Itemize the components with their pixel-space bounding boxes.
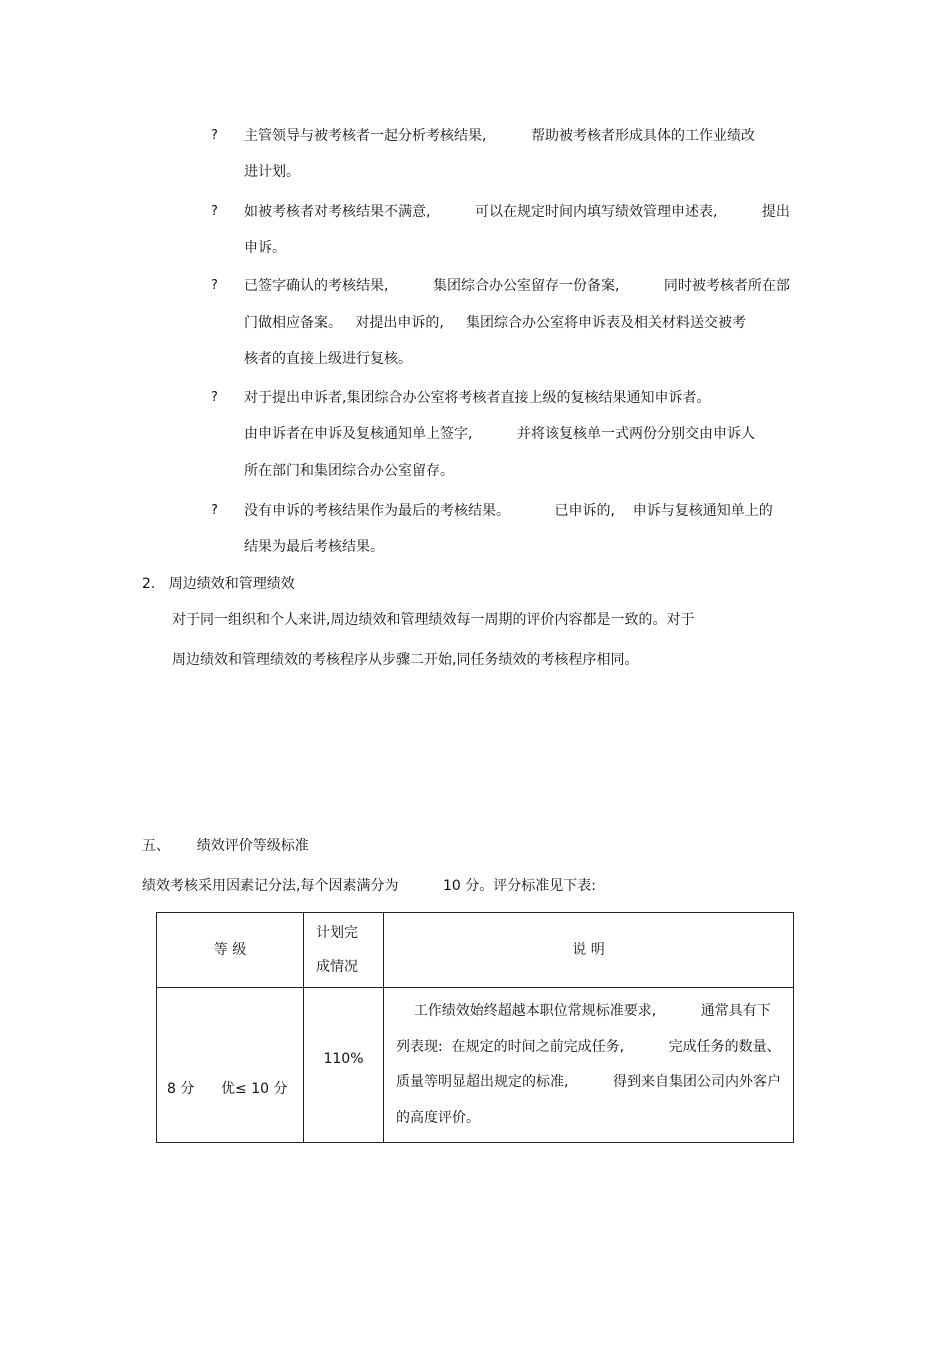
cell-desc — [384, 988, 794, 1143]
bullet-line: 主管领导与被考核者一起分析考核结果, 帮助被考核者形成具体的工作业绩改 — [244, 128, 755, 144]
section-5-intro: 绩效考核采用因素记分法,每个因素满分为 10 分。评分标准见下表: — [142, 878, 596, 894]
bullet-line: 进计划。 — [244, 164, 300, 180]
section-2-paragraph: 周边绩效和管理绩效的考核程序从步骤二开始,同任务绩效的考核程序相同。 — [172, 652, 639, 668]
bullet-line: 已签字确认的考核结果, 集团综合办公室留存一份备案, 同时被考核者所在部 — [244, 278, 790, 294]
bullet-line: 门做相应备案。 对提出申诉的, 集团综合办公室将申诉表及相关材料送交被考 — [244, 315, 747, 331]
cell-plan — [304, 988, 384, 1143]
bullet-line: 对于提出申诉者,集团综合办公室将考核者直接上级的复核结果通知申诉者。 — [244, 390, 711, 406]
bullet-line: 核者的直接上级进行复核。 — [244, 351, 412, 367]
plan-value: 110% — [323, 1051, 364, 1067]
bullet-line: 申诉。 — [244, 240, 286, 256]
desc-value: 工作绩效始终超越本职位常规标准要求, 通常具有下列表现: 在规定的时间之前完成任务, 完成任务的数量、质量等明显超出规定的标准, 得到来自集团公司内外客户的高度评价。 — [396, 1003, 781, 1126]
bullet-line: 由申诉者在申诉及复核通知单上签字, 并将该复核单一式两份分别交由申诉人 — [244, 426, 755, 442]
header-plan-line: 计划完 — [316, 925, 358, 941]
bullet-mark: ? — [211, 390, 218, 405]
header-plan — [304, 913, 384, 988]
bullet-line: 如被考核者对考核结果不满意, 可以在规定时间内填写绩效管理申述表, 提出 — [244, 204, 790, 220]
bullet-line: 没有申诉的考核结果作为最后的考核结果。 已申诉的, 申诉与复核通知单上的 — [244, 503, 773, 519]
table-header-row — [157, 913, 794, 988]
section-2-paragraph: 对于同一组织和个人来讲,周边绩效和管理绩效每一周期的评价内容都是一致的。对于 — [172, 612, 695, 628]
section-5-heading: 五、 绩效评价等级标准 — [142, 838, 309, 854]
section-2-heading: 2. 周边绩效和管理绩效 — [142, 576, 295, 592]
grade-value: 8 分 优≤ 10 分 — [167, 1081, 288, 1097]
table-row — [157, 988, 794, 1143]
header-grade: 等 级 — [157, 913, 304, 988]
bullet-mark: ? — [211, 278, 218, 293]
bullet-mark: ? — [211, 128, 218, 143]
grading-table — [156, 912, 794, 1143]
bullet-mark: ? — [211, 503, 218, 518]
header-desc-label: 说 明 — [572, 942, 605, 958]
header-desc — [384, 913, 794, 988]
cell-grade — [157, 988, 304, 1143]
bullet-line: 所在部门和集团综合办公室留存。 — [244, 463, 454, 479]
header-plan-line: 成情况 — [316, 959, 358, 975]
bullet-line: 结果为最后考核结果。 — [244, 539, 384, 555]
bullet-mark: ? — [211, 204, 218, 219]
